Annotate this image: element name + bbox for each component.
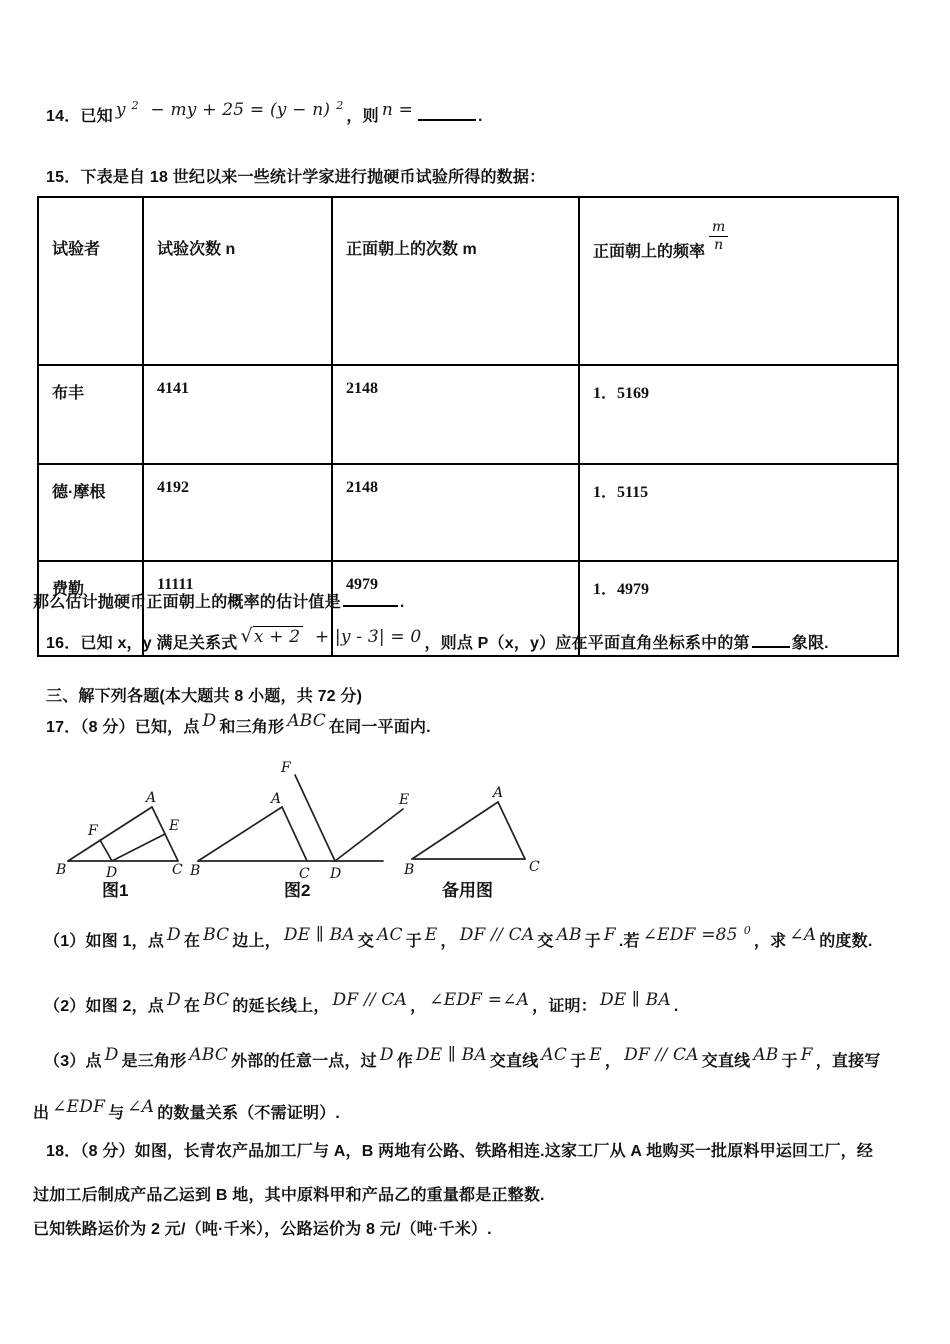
figure-2 xyxy=(189,760,409,900)
vertex-label-A: A xyxy=(493,785,504,801)
cell-frequency: 1．4979 xyxy=(579,561,898,656)
table-row xyxy=(38,365,898,464)
cell-frequency: 1．5115 xyxy=(579,464,898,561)
vertex-label-E: E xyxy=(169,818,180,834)
vertex-label-D: D xyxy=(330,866,342,882)
table-header-row xyxy=(38,197,898,365)
question-18-line-3: 已知铁路运价为 2 元/（吨·千米），公路运价为 8 元/（吨·千米）. xyxy=(33,1221,492,1238)
question-16: 16．已知 x，y 满足关系式 √x + 2 + |y - 3| = 0 ，则点 P（x，y）应在平面直角坐标系中的第 象限. xyxy=(46,625,829,652)
vertex-label-F: F xyxy=(281,760,291,776)
vertex-label-F: F xyxy=(88,823,98,839)
header-experimenter: 试验者 xyxy=(38,197,143,365)
cell-heads: 2148 xyxy=(332,365,579,464)
question-15-conclusion: 那么估计抛硬币正面朝上的概率的估计值是 . xyxy=(33,594,405,611)
question-17-part-3: （3）点 D 是三角形 ABC 外部的任意一点，过 D 作 DE ∥ BA 交直线 AC 于 E ， DF // CA 交直线 AB 于 F ，直接写 xyxy=(44,1045,881,1070)
question-15: 15．下表是自 18 世纪以来一些统计学家进行抛硬币试验所得的数据： xyxy=(46,169,546,186)
cell-trials: 11111 xyxy=(143,561,332,656)
question-17-part-3-continued: 出 ∠EDF 与 ∠A 的数量关系（不需证明）. xyxy=(33,1097,341,1122)
vertex-label-A: A xyxy=(271,791,282,807)
cell-trials: 4141 xyxy=(143,365,332,464)
figure-spare xyxy=(403,785,540,900)
question-14: 14．已知 y $^2$ − my + 25 = (y − n) $^2$，则 n = . xyxy=(46,98,483,125)
header-frequency: 正面朝上的频率 $\frac{m}{n}$ xyxy=(579,197,898,365)
section-3-heading: 三、解下列各题(本大题共 8 小题，共 72 分) xyxy=(46,688,363,705)
geometry-figures xyxy=(50,757,575,910)
fraction-m-over-n: $\frac{m}{n}$ xyxy=(709,220,728,252)
figure-1-caption: 图1 xyxy=(102,881,129,900)
triangle-diagrams xyxy=(50,757,575,905)
question-17-part-2: （2）如图 2，点 D 在 BC 的延长线上， DF // CA ， ∠EDF =∠A ，证明： DE ∥ BA . xyxy=(44,990,679,1015)
vertex-label-D: D xyxy=(106,865,118,881)
vertex-label-C: C xyxy=(172,862,183,878)
vertex-label-B: B xyxy=(190,863,201,879)
cell-trials: 4192 xyxy=(143,464,332,561)
vertex-label-B: B xyxy=(56,862,67,878)
vertex-label-E: E xyxy=(399,792,410,808)
question-18-line-2: 过加工后制成产品乙运到 B 地，其中原料甲和产品乙的重量都是正整数. xyxy=(33,1187,545,1204)
header-heads-m: 正面朝上的次数 m xyxy=(332,197,579,365)
question-17: 17．（8 分）已知，点 D 和三角形 ABC 在同一平面内. xyxy=(46,711,431,736)
cell-heads: 4979 xyxy=(332,561,579,656)
vertex-label-A: A xyxy=(146,790,157,806)
figure-1 xyxy=(55,790,183,900)
vertex-label-C: C xyxy=(529,859,540,875)
cell-experimenter: 布丰 xyxy=(38,365,143,464)
header-trials-n: 试验次数 n xyxy=(143,197,332,365)
figure-2-caption: 图2 xyxy=(284,881,311,900)
cell-frequency: 1．5169 xyxy=(579,365,898,464)
question-17-part-1: （1）如图 1，点 D 在 BC 边上， DE ∥ BA 交 AC 于 E ， DF // CA 交 AB 于 F .若 ∠EDF =85 $^0$，求 ∠A 的度数. xyxy=(44,923,873,950)
question-18-line-1: 18．（8 分）如图，长青农产品加工厂与 A，B 两地有公路、铁路相连.这家工厂从 A 地购买一批原料甲运回工厂，经 xyxy=(46,1143,874,1160)
table-row xyxy=(38,464,898,561)
vertex-label-C: C xyxy=(299,866,310,882)
figure-spare-caption: 备用图 xyxy=(442,881,493,900)
coin-experiment-table xyxy=(37,196,899,657)
cell-experimenter: 德·摩根 xyxy=(38,464,143,561)
cell-experimenter: 费勤 xyxy=(38,561,143,656)
vertex-label-B: B xyxy=(404,862,415,878)
cell-heads: 2148 xyxy=(332,464,579,561)
